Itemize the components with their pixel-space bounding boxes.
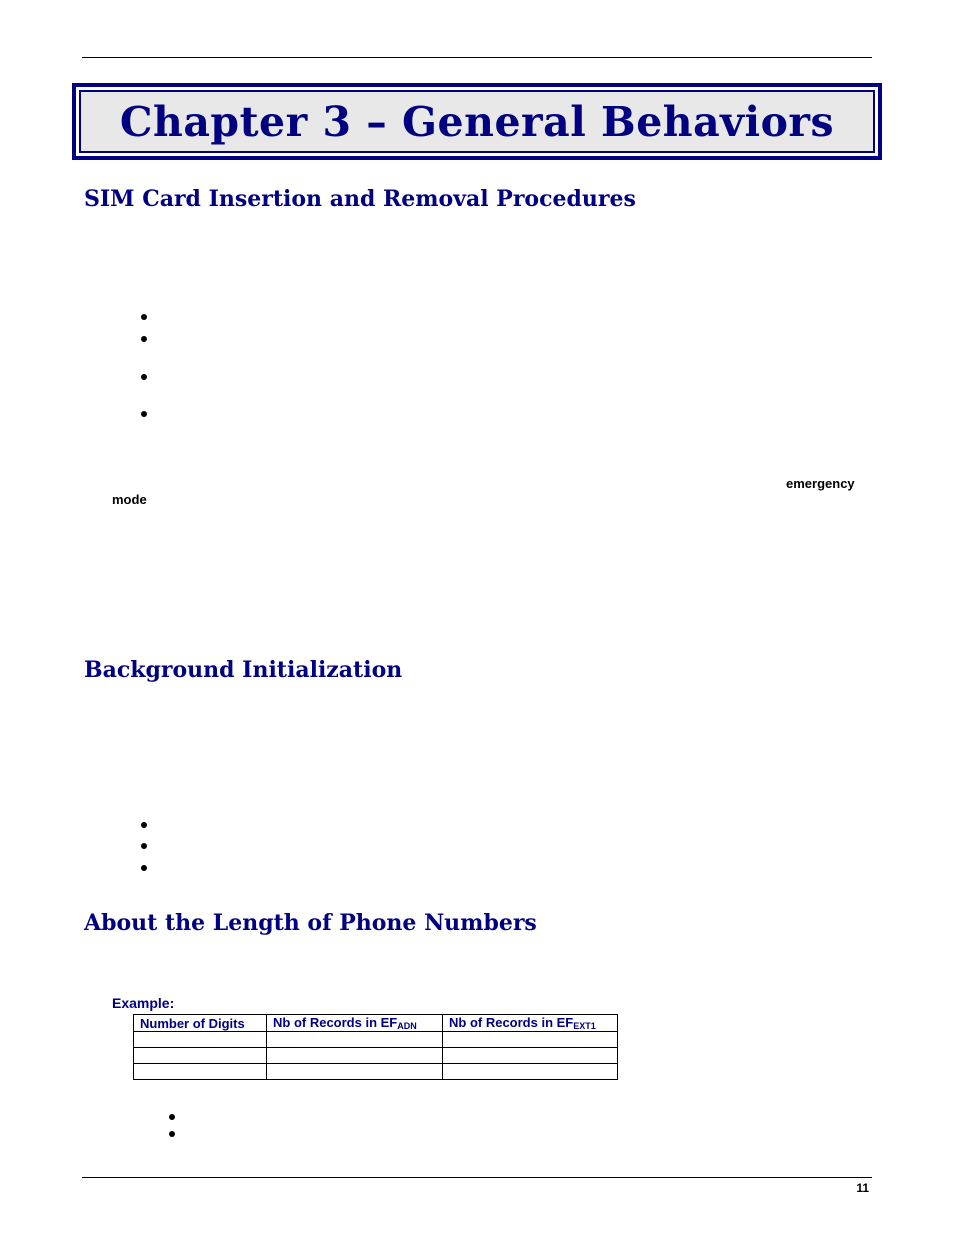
header-text: Nb of Records in EF [273, 1015, 398, 1030]
bold-term-emergency: emergency [786, 476, 855, 491]
table-row [134, 1032, 618, 1048]
page-number: 11 [856, 1181, 869, 1195]
example-label: Example: [112, 995, 175, 1011]
header-subscript: EXT1 [573, 1021, 596, 1031]
bullet [169, 1131, 175, 1137]
bullet [169, 1114, 175, 1120]
footer-rule [82, 1177, 872, 1178]
bullet [141, 374, 147, 380]
column-header-records-adn [267, 1015, 443, 1032]
table-header-row [134, 1015, 618, 1032]
table-cell [134, 1032, 267, 1048]
header-text: Number of Digits [140, 1015, 245, 1031]
bullet [141, 314, 147, 320]
header-rule [82, 57, 872, 58]
table-row [134, 1048, 618, 1064]
bullet [141, 865, 147, 871]
table-cell [443, 1048, 618, 1064]
chapter-title-box [72, 83, 882, 160]
header-text: Nb of Records in EF [449, 1015, 574, 1030]
section-heading-sim-card: SIM Card Insertion and Removal Procedures [84, 186, 636, 212]
table-cell [443, 1032, 618, 1048]
header-subscript: ADN [397, 1021, 417, 1031]
bullet [141, 411, 147, 417]
section-heading-background-initialization: Background Initialization [84, 657, 403, 683]
chapter-title-inner [79, 90, 875, 153]
bold-term-mode: mode [112, 492, 147, 507]
column-header-number-of-digits [134, 1015, 267, 1032]
bullet [141, 336, 147, 342]
table-cell [134, 1048, 267, 1064]
table-cell [267, 1032, 443, 1048]
chapter-title: Chapter 3 – General Behaviors [119, 97, 835, 146]
table-cell [267, 1048, 443, 1064]
bullet [141, 822, 147, 828]
table-cell [443, 1064, 618, 1080]
column-header-records-ext1 [443, 1015, 618, 1032]
records-table [133, 1014, 618, 1080]
section-heading-phone-number-length: About the Length of Phone Numbers [84, 910, 537, 936]
bullet [141, 843, 147, 849]
table-cell [134, 1064, 267, 1080]
table-row [134, 1064, 618, 1080]
table-cell [267, 1064, 443, 1080]
